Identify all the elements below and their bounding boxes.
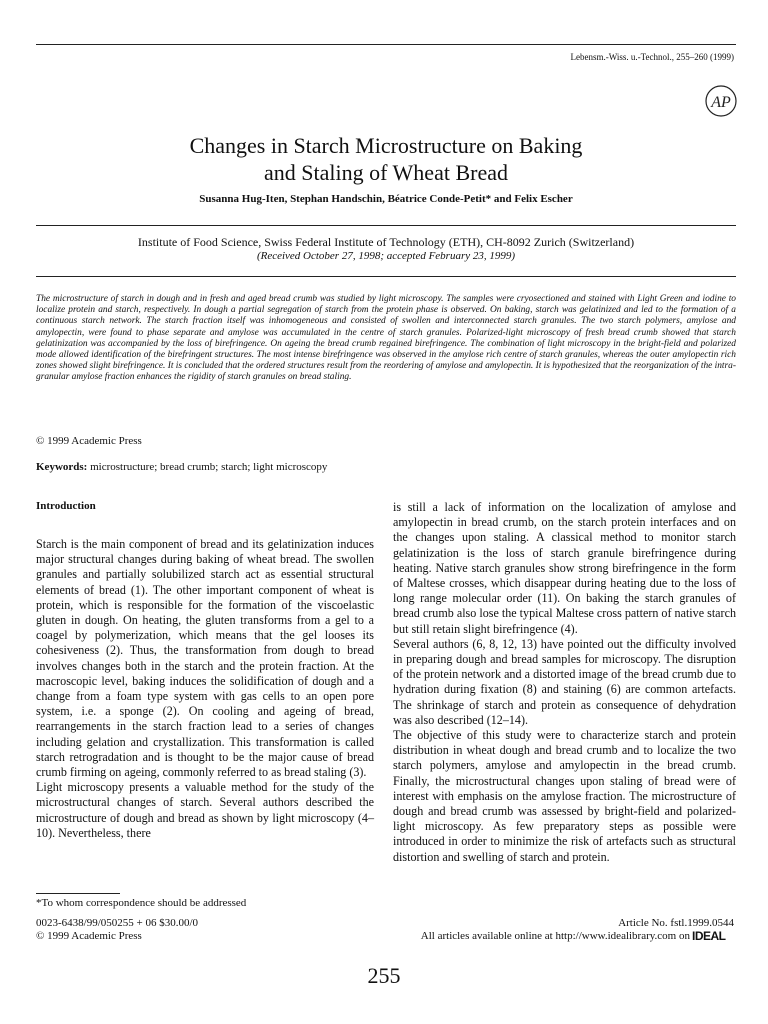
paragraph: Several authors (6, 8, 12, 13) have pointed out the difficulty involved in preparing dough and bread samples for microscopy. The disruption of the protein network and a distorted image of the bread crumb due to hydration during fixation (8) and staining (6) are common artefacts. The shrinkage of starch and protein as consequence of dehydration was also described (12–14). bbox=[393, 636, 736, 727]
affiliation-bottom-rule bbox=[36, 276, 736, 277]
title-line-2: and Staling of Wheat Bread bbox=[264, 160, 508, 185]
paragraph: is still a lack of information on the localization of amylose and amylopectin in bread crumb, on the starch protein interfaces and on the changes upon staling. A classical method to monitor starch gelatinization is the loss of starch granule birefringence during heating. Native starch granules show strong birefringence in the form of Maltese crosses, which disappear during heating due to the loss of long range molecular order (11). On baking the starch granules of bread crumb also lose the typical Maltese cross pattern of native starch but still retain slight birefringence (4). bbox=[393, 500, 736, 636]
article-title bbox=[36, 132, 736, 186]
page-number: 255 bbox=[367, 963, 401, 988]
received-dates: (Received October 27, 1998; accepted February 23, 1999) bbox=[256, 250, 516, 262]
footnote-rule bbox=[36, 893, 120, 894]
issn-line: 0023-6438/99/050255 + 06 $30.00/0 bbox=[36, 917, 199, 929]
right-column bbox=[393, 500, 736, 865]
paragraph: Starch is the main component of bread and its gelatinization induces major structural changes during baking of wheat bread. The swollen granules and partially solubilized starch act as essential structural elements of bread (1). The other important component of wheat is protein, which is responsible for the formation of the viscoelastic gluten in dough. On heating, the gluten transforms from a gel to a coagel by polymerization, which means that the gel looses its cohesiveness (2). Thus, the transformation from dough to bread involves changes both in the starch and the protein fraction. At the macroscopic level, baking induces the solidification of dough and a change from a foam type system with gas cells to an open pore system, i.e. a sponge (2). On cooling and ageing of bread, rearrangements in the starch fraction lead to a series of changes including gelation and crystallization. This transformation is called starch retrogradation and is thought to be the major cause of bread crumb firming on ageing, commonly referred to as bread staling (3). bbox=[36, 537, 374, 780]
title-line-1: Changes in Starch Microstructure on Baking bbox=[189, 133, 583, 158]
abstract-copyright: © 1999 Academic Press bbox=[36, 435, 142, 447]
keywords-label: Keywords: bbox=[36, 461, 88, 473]
section-heading-introduction: Introduction bbox=[36, 500, 96, 512]
left-column bbox=[36, 537, 374, 841]
ap-logo-text: AP bbox=[711, 94, 731, 111]
top-rule bbox=[36, 44, 736, 45]
footer-copyright: © 1999 Academic Press bbox=[36, 930, 142, 942]
academic-press-logo-icon bbox=[704, 84, 738, 118]
affiliation-top-rule bbox=[36, 225, 736, 226]
keywords-list: microstructure; bread crumb; starch; light microscopy bbox=[90, 461, 328, 473]
paragraph: Light microscopy presents a valuable method for the study of the microstructural changes of starch. Several authors described the microstructure of dough and bread as shown by light microscopy (4–10). Nevertheless, there bbox=[36, 780, 374, 840]
abstract: The microstructure of starch in dough and in fresh and aged bread crumb was studied by light microscopy. The samples were cryosectioned and stained with Light Green and iodine to localize protein and starch, respectively. In dough a partial segregation of starch from the protein phase is observed. On baking, starch was gelatinized and led to the formation of a continuous starch network. The starch fraction itself was inhomogeneous and consisted of swollen and interconnected starch granules. The two starch polymers, amylose and amylopectin, were found to phase separate and amylose was accumulated in the centre of starch granules. Polarized-light microscopy of fresh bread crumb showed that starch gelatinization was accompanied by the loss of birefringence. On ageing the bread crumb regained birefringence. The combination of light microscopy in the bright-field and polarized mode allowed identification of the birefringent structures. The most intense birefringence was observed in the amylose rich centre of starch granules, whereas the outer amylopectin rich zones showed slight birefringence. It is concluded that the ordered structures result from the reordering of amylose and amylopectin. It is hypothesized that the reorganization of the intra-granular amylose fraction enhances the rigidity of starch granules on bread staling. bbox=[36, 294, 736, 383]
paragraph: The objective of this study were to characterize starch and protein distribution in wheat dough and bread crumb and to localize the two starch polymers, amylose and amylopectin in the bread crumb. Finally, the microstructural changes upon staling of bread were of interest with emphasis on the amylose fraction. The microstructure of dough and bread crumb was assessed by bright-field and polarized-light microscopy. As few preparatory steps as possible were introduced in order to minimize the risk of artefacts such as structural distortion and swelling of starch and protein. bbox=[393, 728, 736, 864]
ideal-logo-text: IDEAL bbox=[692, 929, 726, 942]
affiliation: Institute of Food Science, Swiss Federal Institute of Technology (ETH), CH-8092 Zurich (Switzerland) bbox=[137, 235, 635, 249]
correspondence-footnote: *To whom correspondence should be addressed bbox=[36, 897, 247, 909]
online-availability: All articles available online at http://www.idealibrary.com on bbox=[420, 930, 690, 942]
authors: Susanna Hug-Iten, Stephan Handschin, Béatrice Conde-Petit* and Felix Escher bbox=[199, 193, 573, 205]
journal-reference: Lebensm.-Wiss. u.-Technol., 255–260 (1999) bbox=[570, 52, 734, 62]
article-number: Article No. fstl.1999.0544 bbox=[618, 917, 734, 929]
ideal-logo-icon bbox=[692, 928, 742, 942]
keywords bbox=[36, 461, 327, 473]
